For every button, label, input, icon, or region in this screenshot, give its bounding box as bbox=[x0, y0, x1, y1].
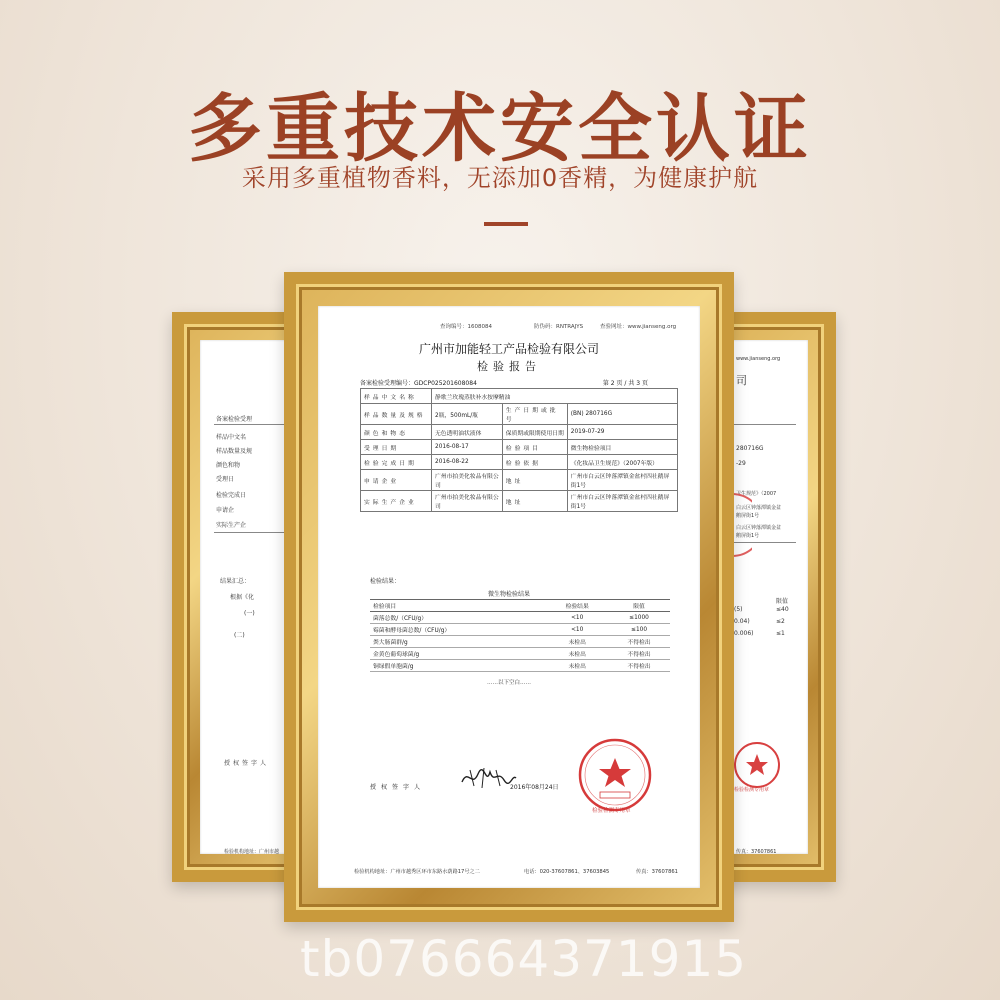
info-value: (BN) 280716G bbox=[567, 404, 677, 425]
item-label: (一) bbox=[244, 610, 255, 617]
red-official-seal-icon bbox=[576, 736, 654, 814]
result-item: 菌落总数/（CFU/g） bbox=[370, 612, 546, 624]
left-label: 备案检验受理 bbox=[216, 416, 253, 423]
right-address: 白云区钟落潭镇金盆 bbox=[736, 505, 782, 511]
left-label: 检验完成日 bbox=[216, 492, 247, 499]
right-batch: 280716G bbox=[736, 445, 764, 452]
report-date: 2016年08月24日 bbox=[510, 784, 559, 791]
item-label: (二) bbox=[234, 632, 245, 639]
info-value: 2016-08-22 bbox=[432, 455, 503, 470]
info-label: 保质期或限期使用日期 bbox=[502, 425, 567, 440]
table-row bbox=[370, 624, 670, 636]
table-row bbox=[361, 440, 678, 455]
right-seal-note: 检验检测专用章 bbox=[734, 787, 770, 793]
filing-number: 备案检验受理编号：GDCP025201608084 bbox=[360, 380, 477, 387]
table-row bbox=[361, 470, 678, 491]
left-signer-label: 授权签字人 bbox=[224, 760, 270, 767]
title-divider bbox=[484, 222, 528, 226]
results-title: 微生物检验结果 bbox=[487, 591, 530, 598]
info-value: 广州市拍美化妆品有限公司 bbox=[432, 470, 503, 491]
watermark-text: tb07666437191​5 bbox=[300, 930, 748, 988]
result-limit: 不得检出 bbox=[608, 636, 670, 648]
result-limit: ≤1000 bbox=[608, 612, 670, 624]
query-number: 查询编号：1608084 bbox=[440, 324, 492, 330]
left-label: 受理日 bbox=[216, 476, 235, 483]
result-item: 霉菌和酵母菌总数/（CFU/g） bbox=[370, 624, 546, 636]
right-col-head: 限值 bbox=[776, 598, 789, 605]
result-limit: 不得检出 bbox=[608, 660, 670, 672]
info-label: 地址 bbox=[502, 491, 567, 512]
results-table bbox=[370, 599, 670, 672]
right-address: 鹅屏街1号 bbox=[736, 513, 760, 519]
blank-note: ……以下空白…… bbox=[486, 680, 531, 686]
report-title: 检验报告 bbox=[477, 360, 541, 373]
info-value: 广州市白云区钟落潭镇金盆村四社鹅屏街1号 bbox=[567, 491, 677, 512]
table-row bbox=[361, 425, 678, 440]
footer-address: 检验机构地址：广州市越秀区环市东路水荫路17号之二 bbox=[354, 869, 480, 875]
seal-note: 检验检测专用章 bbox=[592, 808, 631, 814]
inspection-report-paper bbox=[318, 306, 700, 888]
result-item: 粪大肠菌群/g bbox=[370, 636, 546, 648]
summary-label: 结果汇总： bbox=[220, 578, 251, 585]
right-certificate-frame bbox=[716, 312, 836, 882]
right-date: -29 bbox=[736, 460, 746, 467]
left-label: 样品中文名 bbox=[216, 434, 247, 441]
info-label: 颜色和物态 bbox=[361, 425, 432, 440]
column-header: 限值 bbox=[608, 600, 670, 612]
info-label: 检验完成日期 bbox=[361, 455, 432, 470]
info-value: 广州市拍美化妆品有限公司 bbox=[432, 491, 503, 512]
center-certificate-frame bbox=[284, 272, 734, 922]
info-label: 实际生产企业 bbox=[361, 491, 432, 512]
signer-label: 授权签字人 bbox=[370, 784, 426, 791]
info-label: 样品中文名称 bbox=[361, 389, 432, 404]
info-value: 广州市白云区钟落潭镇金盆村四社鹅屏街1号 bbox=[567, 470, 677, 491]
page-subtitle: 采用多重植物香料，无添加0香精，为健康护航 bbox=[241, 164, 759, 192]
right-limit: ≤2 bbox=[776, 618, 785, 625]
info-label: 样品数量及规格 bbox=[361, 404, 432, 425]
right-certificate-paper bbox=[728, 340, 808, 854]
right-red-seal-icon bbox=[732, 740, 782, 790]
right-company-suffix: 司 bbox=[736, 374, 747, 387]
right-address: 鹅屏街1号 bbox=[736, 533, 760, 539]
result-value: <10 bbox=[546, 624, 608, 636]
left-footer: 检验机构地址：广州市越 bbox=[224, 849, 280, 854]
table-row bbox=[361, 404, 678, 425]
column-header: 检验结果 bbox=[546, 600, 608, 612]
info-label: 地址 bbox=[502, 470, 567, 491]
page-number: 第 2 页 / 共 3 页 bbox=[602, 380, 648, 387]
result-value: 未检出 bbox=[546, 648, 608, 660]
right-basis: 卫生规范》（2007 bbox=[736, 491, 777, 497]
info-value: 2019-07-29 bbox=[567, 425, 677, 440]
verify-site: 查验网址：www.jianseng.org bbox=[600, 324, 677, 330]
left-label: 申请企 bbox=[216, 507, 235, 514]
result-value: 未检出 bbox=[546, 636, 608, 648]
info-value: 无色透明油状液体 bbox=[432, 425, 503, 440]
info-value: 微生物检验项目 bbox=[567, 440, 677, 455]
right-reading: 0.04) bbox=[734, 618, 750, 625]
info-value: 2瓶，500mL/瓶 bbox=[432, 404, 503, 425]
left-label: 实际生产企 bbox=[216, 522, 247, 529]
handwritten-signature-icon bbox=[458, 764, 518, 792]
info-value: 《化妆品卫生规范》（2007年版） bbox=[567, 455, 677, 470]
page-title: 多重技术安全认证 bbox=[188, 86, 812, 172]
anti-fake-code: 防伪码：RNTRAJYS bbox=[534, 324, 584, 330]
info-label: 检验依据 bbox=[502, 455, 567, 470]
right-limit: ≤1 bbox=[776, 630, 785, 637]
sample-info-table bbox=[360, 388, 678, 512]
footer-fax: 传真：37607861 bbox=[636, 869, 678, 875]
table-row bbox=[370, 612, 670, 624]
table-row bbox=[361, 389, 678, 404]
info-label: 申请企业 bbox=[361, 470, 432, 491]
results-header-row bbox=[370, 600, 670, 612]
basis-text: 根据《化 bbox=[230, 594, 255, 601]
table-rule bbox=[728, 424, 796, 425]
right-reading: 0.006) bbox=[734, 630, 754, 637]
table-row bbox=[370, 648, 670, 660]
info-value: 静歌兰玫瑰蒸肤补水按摩精油 bbox=[432, 389, 678, 404]
right-address: 白云区钟落潭镇金盆 bbox=[736, 525, 782, 531]
result-item: 金黄色葡萄球菌/g bbox=[370, 648, 546, 660]
left-label: 样品数量及规 bbox=[216, 448, 253, 455]
right-site: www.jianseng.org bbox=[736, 356, 781, 362]
company-name: 广州市加能轻工产品检验有限公司 bbox=[418, 342, 599, 356]
result-value: 未检出 bbox=[546, 660, 608, 672]
info-label: 受理日期 bbox=[361, 440, 432, 455]
result-limit: 不得检出 bbox=[608, 648, 670, 660]
info-value: 2016-08-17 bbox=[432, 440, 503, 455]
right-limit: ≤40 bbox=[776, 606, 789, 613]
table-row bbox=[370, 636, 670, 648]
column-header: 检验项目 bbox=[370, 600, 546, 612]
results-label: 检验结果： bbox=[370, 578, 401, 585]
info-label: 检验项目 bbox=[502, 440, 567, 455]
table-row bbox=[370, 660, 670, 672]
left-label: 颜色和物 bbox=[216, 462, 241, 469]
footer-phone: 电话：020-37607861、37603845 bbox=[524, 869, 610, 875]
info-label: 生产日期或批号 bbox=[502, 404, 567, 425]
right-fax: 传真：37607861 bbox=[736, 849, 777, 854]
result-limit: ≤100 bbox=[608, 624, 670, 636]
table-row bbox=[361, 491, 678, 512]
result-value: <10 bbox=[546, 612, 608, 624]
table-row bbox=[361, 455, 678, 470]
result-item: 铜绿假单胞菌/g bbox=[370, 660, 546, 672]
right-reading: (5) bbox=[734, 606, 743, 613]
